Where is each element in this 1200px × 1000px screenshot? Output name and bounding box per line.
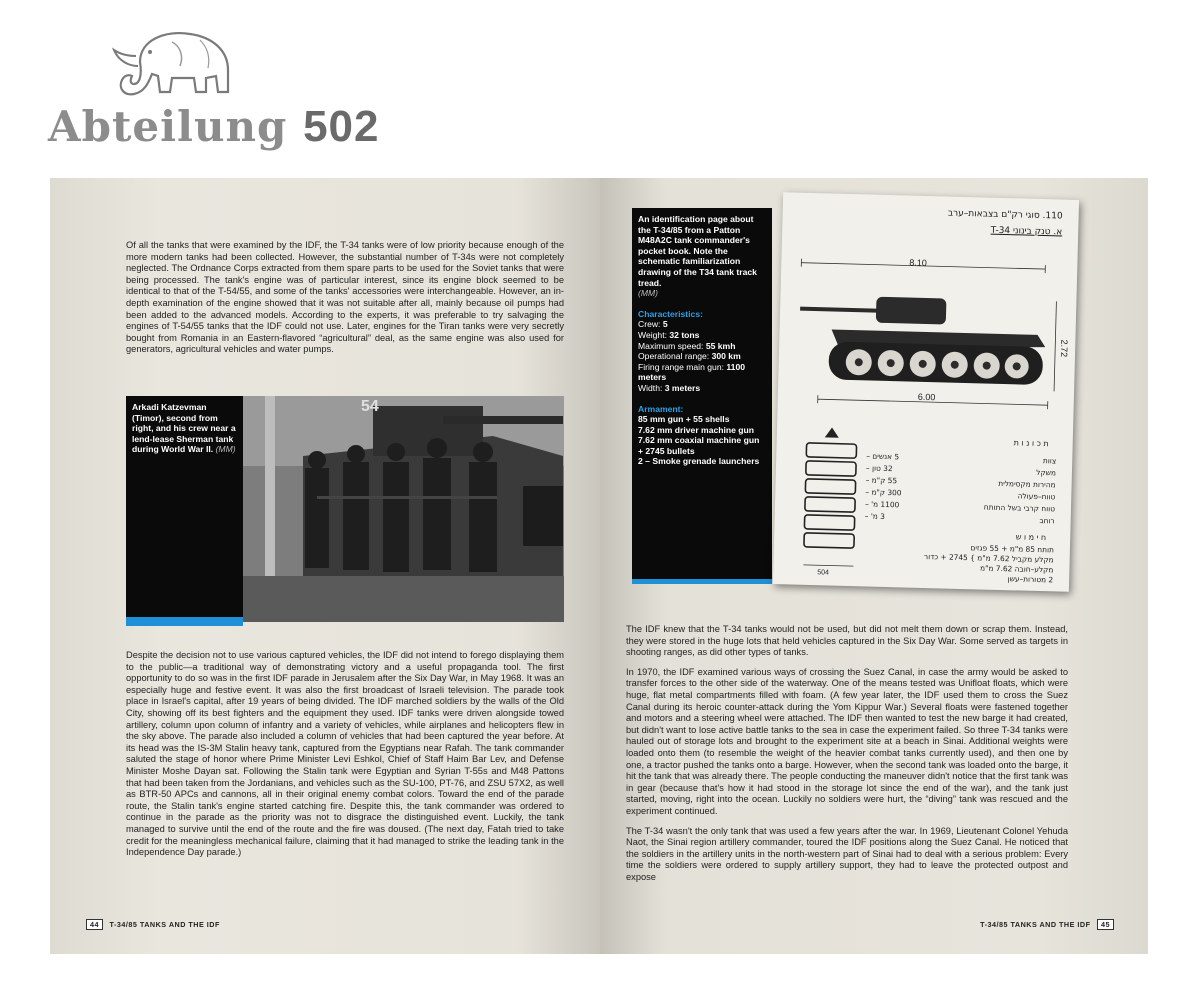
characteristic-row: Operational range: 300 km [638, 351, 741, 362]
doc-tech-row: רוחב 3 מ' – [864, 511, 1055, 526]
characteristics-heading: Characteristics: [638, 308, 703, 319]
armament-row: 7.62 mm driver machine gun [638, 424, 755, 435]
armament-row: 85 mm gun + 55 shells [638, 414, 730, 425]
logo-wordmark [48, 102, 379, 152]
identification-document [773, 192, 1079, 592]
right-main-text [626, 624, 1068, 891]
doc-tech-row: טווח–פעולה 300 ק"מ – [865, 487, 1056, 502]
photo-bottom-accent [126, 622, 243, 626]
tank-schematic-drawing [777, 236, 1078, 444]
logo-word: Abteilung [48, 102, 288, 151]
armament-row: + 2745 bullets [638, 445, 695, 456]
right-page [600, 178, 1148, 954]
doc-arm-row: מקלע–חובה 7.62 מ"מ [979, 563, 1054, 575]
characteristic-row: Firing range main gun: 1100 meters [638, 361, 746, 383]
dimension-height: 2.72 [1058, 339, 1070, 358]
doc-tech-table [865, 450, 1057, 527]
book-spread [50, 178, 1148, 954]
tank-crew-photo [243, 396, 564, 622]
characteristics-list [638, 319, 766, 393]
characteristic-row: Maximum speed: 55 kmh [638, 340, 736, 351]
armament-heading: Armament: [638, 403, 684, 414]
logo-number: 502 [303, 102, 380, 151]
left-page-number: 44 [86, 919, 103, 930]
right-paragraph-1: The IDF knew that the T-34 tanks would not be used, but did not melt them down or scrap them. Instead, they were stored in the huge lots that held vehicles captured in the Six Day War. Some served as targets in shooting ranges, as did other types of tanks. [626, 624, 1068, 658]
doc-tech-title: ת כ ו נ ו ת [1013, 438, 1049, 449]
left-main-text [126, 650, 564, 867]
left-main-paragraph: Despite the decision not to use various captured vehicles, the IDF did not intend to forego displaying them to the public—a traditional way of demonstrating victory and a useful propaganda tool. The first opportunity to do so was in the first IDF parade in Jerusalem after the Six Day War, in May 1968. It was an especially huge and festive event. It was also the first broadcast of Israeli television. The parade took place in Israel's capital, after 19 years of being divided. The IDF marched soldiers by the walls of the Old City, showing off its best fighters and the equipment they used. IDF tanks were driven alongside towed artillery, column upon column of infantry and a variety of vehicles, while airplanes and helicopters flew in the sky above. The parade also included a column of vehicles that had been captured the year before. At its head was the IS-3M Stalin heavy tank, captured from the Egyptians near Rafah. The tank commander saluted the stage of honor where Prime Minister Levi Eshkol, Chief of Staff Haim Bar Lev, and Defense Minister Moshe Dayan sat. Following the Stalin tank were Egyptian and Syrian T-55s and M48 Pattons that had been taken from the Jordanians, and vehicles such as the SU-100, PT-76, and ZSU 57X2, as well as BTR-50 APCs and cannons, all in their original enemy combat colors. Toward the end of the parade route, the Stalin tank's engine started catching fire. Despite this, the tank commander was ordered to continue in the parade as the priority was not to disgrace the distinguished event. Luckily, the tank managed to survive until the end of the route and the fire was doused. (The next day, Fatah tried to take credit for the meaningless mechanical failure, claiming that it had managed to strike the leading tank in the Independence Day parade.) [126, 650, 564, 858]
doc-header-line-1: 110. סוגי רק"ם בצבאות–ערב [947, 208, 1063, 222]
characteristic-row: Width: 3 meters [638, 382, 701, 393]
right-footer [980, 919, 1118, 930]
left-intro-paragraph: Of all the tanks that were examined by the IDF, the T-34 tanks were of low priority because enough of the more modern tanks had been collected. However, the substantial number of T-34s were not completely neglected. The Ordnance Corps extracted from them spare parts to be used for the Soviet tanks that were being processed. The tank's engine was of particular interest, since its engine block seemed to be identical to that of the T-54/55, and some of the tanks' accessories were interchangeable. However, an in-depth examination of the engine showed that it was not suitable after all, mainly because oil pumps had been added to the advanced models. According to the experts, it was preferable to try salvaging the engines of T-54/55 tanks that the IDF could not use. Later, engines for the Tiran tanks were very secretly bought from Romania in an Eastern-flavored “agricultural” deal, as the same engine was also used for generators, agricultural vehicles and water pumps. [126, 240, 564, 355]
left-page [50, 178, 600, 954]
photo-caption-text: Arkadi Katzevman (Timor), second from right, and his crew near a lend-lease Sherman tank during World War II. [132, 402, 236, 455]
track-tread-drawing [793, 425, 867, 577]
identification-caption-credit: (MM) [638, 288, 659, 299]
right-paragraph-2: In 1970, the IDF examined various ways of crossing the Suez Canal, in case the army would be asked to transfer forces to the other side of the waterway. One of the means tested was Unifloat floats, which were huge, flat metal compartments filled with foam. (A few year later, the IDF used them to cross the Suez Canal during its heroic counter-attack during the Yom Kippur War.) Several floats were fastened together and motors and a steering wheel were attached. The IDF then wanted to test the new barge it had created, but didn't want to lose active battle tanks to the sea in case the experiment failed. So three T-34 tanks were hauled out of storage lots and brought to the experiment site at a beach in Sinai. Additional weights were loaded onto them (to resemble the weight of the heavier combat tanks currently used), and then one by one, a tractor pushed the tanks onto a barge. However, when the second tank was loaded onto the barge, it hit the tank that was already there. The people conducting the maneuver didn't notice that the first tank was in gear (because that's how it had stood in the storage lot since the end of the war), and the tank just started, moving, right into the ocean. Luckily no soldiers were hurt, the “diving” tank was rescued and the experiment continued. [626, 666, 1068, 816]
doc-arm-row: מקלע מקביל 7.62 מ"מ } 2745 + כדור [923, 552, 1054, 565]
right-footer-title: T-34/85 TANKS AND THE IDF [980, 920, 1091, 929]
tank-crew-illustration [243, 396, 564, 622]
doc-arm-row: תותח 85 מ"מ + 55 פגזים [970, 543, 1055, 555]
doc-header-line-2: א. טנק בינוני T-34 [990, 225, 1063, 238]
identification-caption-box [632, 208, 772, 584]
dimension-hull: 6.00 [917, 391, 936, 403]
characteristic-row: Crew: 5 [638, 319, 668, 330]
photo-caption-credit: (MM) [215, 444, 236, 455]
doc-tech-row: מהירות מקסימלית 55 ק"מ – [865, 475, 1056, 490]
track-width-dimension: 504 [817, 569, 830, 577]
left-footer [82, 919, 220, 930]
tank-marking-54: 54 [361, 398, 379, 415]
left-footer-title: T-34/85 TANKS AND THE IDF [109, 920, 220, 929]
armament-row: 2 – Smoke grenade launchers [638, 456, 760, 467]
caption-accent-bar [632, 579, 772, 584]
left-intro-text [126, 240, 564, 364]
identification-caption-text: An identification page about the T-34/85 from a Patton M48A2C tank commander's pocket book. Note the schematic familiarization drawing of the T34 tank track tread. [638, 214, 757, 288]
doc-arm-row: 2 מטורות–עשן [1007, 574, 1054, 585]
doc-arm-table [863, 540, 1054, 585]
armament-list [638, 414, 766, 467]
right-paragraph-3: The T-34 wasn't the only tank that was used a few years after the war. In 1969, Lieutenant Colonel Yehuda Naot, the Sinai region artillery commander, toured the IDF positions along the Suez Canal. He noticed that the soldiers in the artillery units in the north-western part of Sinai had to deal with a serious problem: Every time the soldiers were ordered to supply artillery support, they had to leave the protected outpost and expose [626, 825, 1068, 882]
characteristic-row: Weight: 32 tons [638, 329, 700, 340]
doc-tech-row: משקל 32 טון – [865, 463, 1057, 478]
armament-row: 7.62 mm coaxial machine gun [638, 435, 760, 446]
mammoth-icon [110, 22, 240, 102]
abteilung-502-logo [48, 14, 380, 154]
dimension-length: 8.10 [909, 257, 928, 268]
photo-caption-box [126, 396, 243, 622]
doc-tech-row: צוות 5 אנשים – [866, 451, 1057, 466]
doc-tech-row: טווח קרבי בשל התותח 1100 מ' – [864, 499, 1056, 514]
right-page-number: 45 [1097, 919, 1114, 930]
doc-arm-title: ח י מ ו ש [1015, 532, 1047, 543]
